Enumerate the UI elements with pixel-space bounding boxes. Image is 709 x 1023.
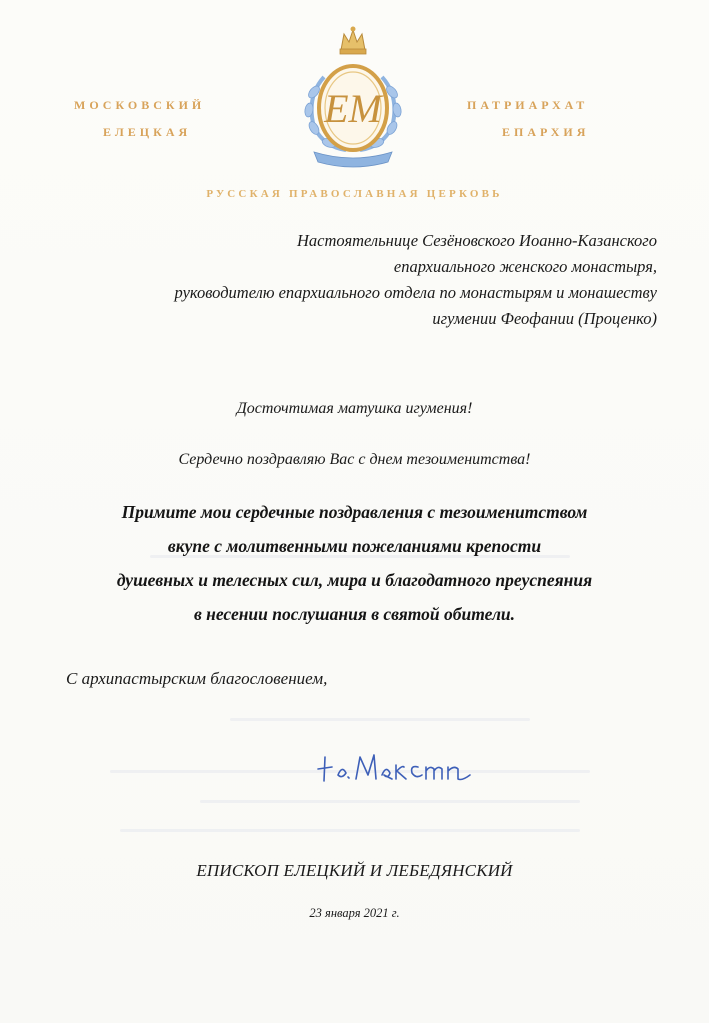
congratulation-line: Сердечно поздравляю Вас с днем тезоименитства!: [178, 451, 531, 468]
body-line: душевных и телесных сил, мира и благодатного преуспеяния: [116, 570, 593, 590]
closing-phrase: С архипастырским благословением,: [66, 669, 328, 688]
addressee-line: Настоятельнице Сезёновского Иоанно-Казанского: [297, 231, 657, 250]
letter-date: 23 января 2021 г.: [309, 906, 400, 920]
church-name: РУССКАЯ ПРАВОСЛАВНАЯ ЦЕРКОВЬ: [206, 188, 503, 200]
handwritten-signature: [312, 745, 482, 789]
bleed-through-line: [230, 718, 530, 721]
addressee-block: [57, 228, 657, 332]
body-line: Примите мои сердечные поздравления с тезоименитством: [121, 502, 588, 522]
svg-text:ЕМ: ЕМ: [324, 86, 382, 131]
letterhead-right-line2: ЕПАРХИЯ: [502, 125, 590, 139]
crown-icon: [340, 27, 366, 55]
addressee-line: руководителю епархиального отдела по монастырям и монашеству: [174, 283, 657, 302]
addressee-line: епархиального женского монастыря,: [393, 257, 657, 276]
body-line: вкупе с молитвенными пожеланиями крепости: [167, 536, 542, 556]
addressee-line: игумении Феофании (Проценко): [432, 309, 657, 328]
diocese-emblem: [284, 22, 422, 172]
signatory-title: ЕПИСКОП ЕЛЕЦКИЙ И ЛЕБЕДЯНСКИЙ: [196, 861, 513, 880]
body-line: в несении послушания в святой обители.: [193, 604, 516, 624]
bleed-through-line: [200, 800, 580, 803]
letter-body: [0, 495, 709, 631]
bleed-through-line: [120, 829, 580, 832]
letterhead-left-line1: МОСКОВСКИЙ: [74, 98, 206, 112]
greeting: Досточтимая матушка игумения!: [236, 400, 473, 417]
letterhead-left-line2: ЕЛЕЦКАЯ: [103, 125, 192, 139]
letterhead-right-line1: ПАТРИАРХАТ: [467, 98, 589, 112]
